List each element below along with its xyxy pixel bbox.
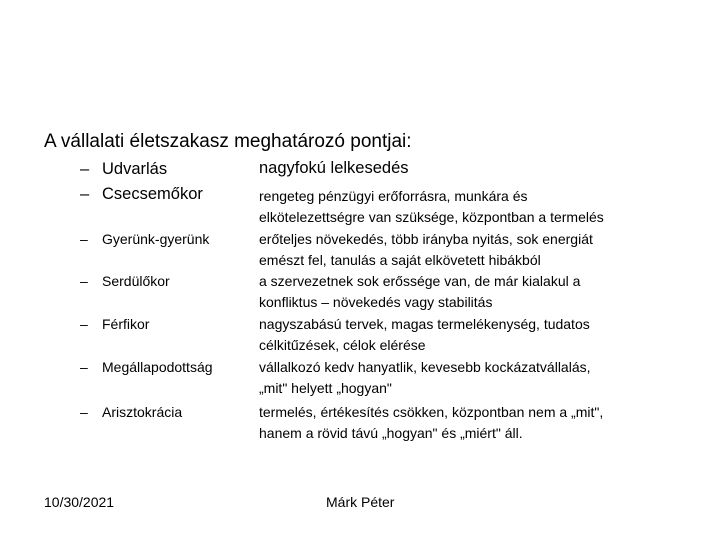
- list-item-ferfikor: [80, 316, 149, 332]
- list-item-udvarlas: [80, 160, 167, 179]
- description-megallapodottsag: [259, 357, 591, 399]
- term-label: Férfikor: [102, 316, 150, 332]
- term-label: Serdülőkor: [102, 273, 170, 289]
- description-line: „mit" helyett „hogyan": [259, 380, 392, 396]
- description-line: hanem a rövid távú „hogyan" és „miért" áll.: [259, 425, 523, 441]
- description-csecsemokor: [259, 186, 604, 228]
- description-serdulokor: [259, 271, 580, 313]
- description-line: nagyszabású tervek, magas termelékenység, tudatos: [259, 316, 590, 332]
- description-line: emészt fel, tanulás a saját elkövetett hibákból: [259, 252, 541, 268]
- bullet-dash: –: [80, 359, 88, 375]
- list-item-gyerunk-gyerunk: [80, 231, 209, 247]
- description-line: nagyfokú lelkesedés: [259, 159, 409, 177]
- description-line: konfliktus – növekedés vagy stabilitás: [259, 294, 493, 310]
- bullet-dash: –: [80, 404, 88, 420]
- term-label: Udvarlás: [102, 160, 168, 178]
- description-line: rengeteg pénzügyi erőforrásra, munkára és: [259, 188, 528, 204]
- list-item-arisztokracia: [80, 404, 182, 420]
- description-line: termelés, értékesítés csökken, központban nem a „mit",: [259, 404, 604, 420]
- term-label: Megállapodottság: [102, 359, 213, 375]
- description-udvarlas: [259, 158, 409, 179]
- footer-date: 10/30/2021: [44, 494, 115, 510]
- bullet-dash: –: [80, 185, 90, 203]
- term-label: Csecsemőkor: [102, 185, 203, 203]
- footer-author: Márk Péter: [326, 494, 395, 510]
- description-arisztokracia: [259, 402, 603, 444]
- list-item-serdulokor: [80, 273, 170, 289]
- term-label: Arisztokrácia: [102, 404, 183, 420]
- bullet-dash: –: [80, 231, 88, 247]
- description-line: vállalkozó kedv hanyatlik, kevesebb kockázatvállalás,: [259, 359, 591, 375]
- bullet-dash: –: [80, 316, 88, 332]
- description-line: erőteljes növekedés, több irányba nyitás, sok energiát: [259, 231, 593, 247]
- description-line: elkötelezettségre van szüksége, központban a termelés: [259, 209, 604, 225]
- description-gyerunk-gyerunk: [259, 229, 593, 271]
- bullet-dash: –: [80, 273, 88, 289]
- description-line: a szervezetnek sok erőssége van, de már kialakul a: [259, 273, 581, 289]
- list-item-csecsemokor: [80, 185, 203, 204]
- term-label: Gyerünk-gyerünk: [102, 231, 210, 247]
- description-line: célkitűzések, célok elérése: [259, 337, 426, 353]
- bullet-dash: –: [80, 160, 90, 178]
- slide-heading: A vállalati életszakasz meghatározó pontjai:: [44, 131, 412, 152]
- description-ferfikor: [259, 314, 590, 356]
- list-item-megallapodottsag: [80, 359, 213, 375]
